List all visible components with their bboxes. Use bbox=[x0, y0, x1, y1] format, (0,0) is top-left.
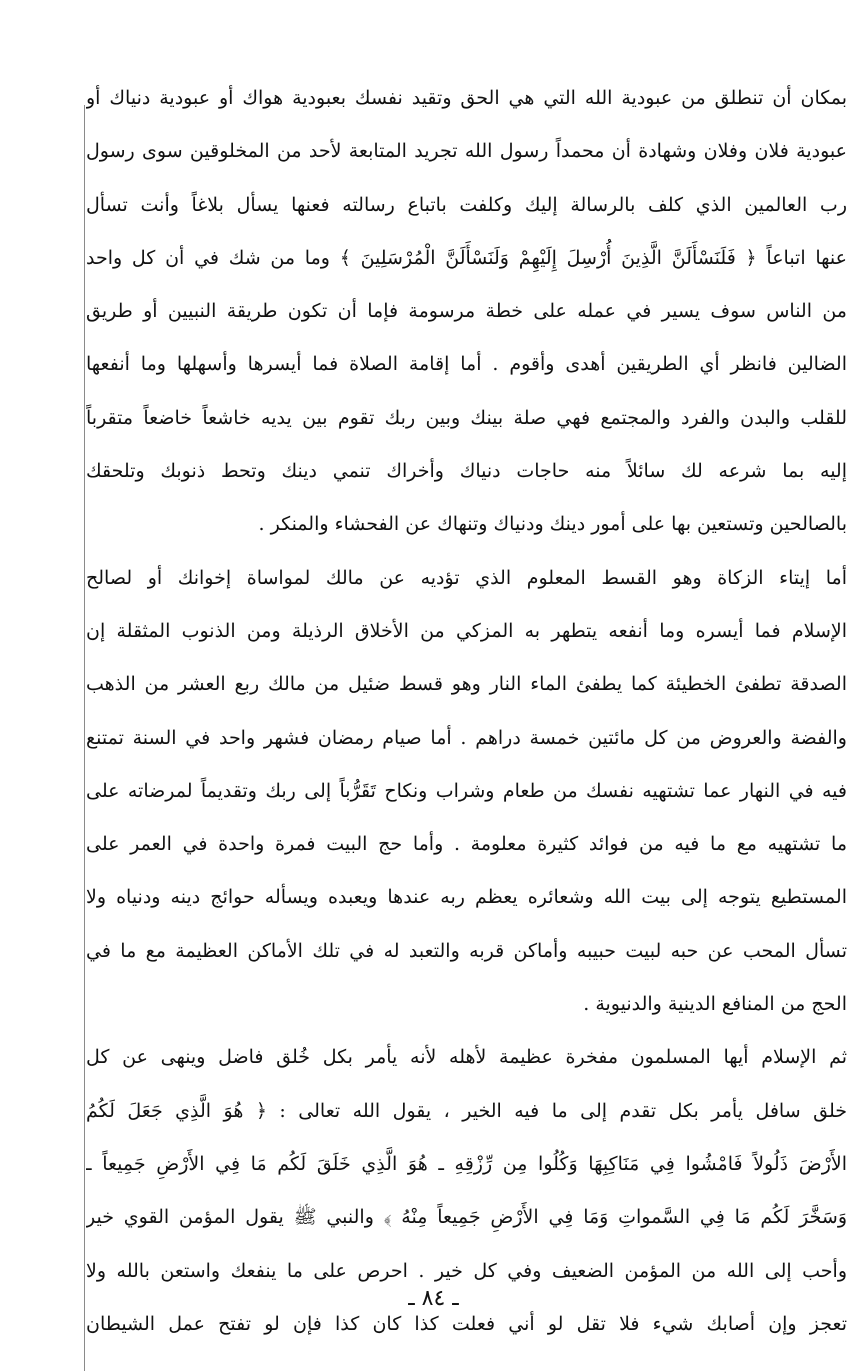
text-line: خلق سافل يأمر بكل تقدم إلى ما فيه الخير ، يقول الله تعالى : ﴿ هُوَ الَّذِي جَعَلَ لَكُمُ bbox=[86, 1099, 847, 1122]
text-line: بمكان أن تنطلق من عبودية الله التي هي الحق وتقيد نفسك بعبودية هواك أو عبودية دنياك أو bbox=[86, 87, 847, 109]
text-line: الإسلام فما أيسره وما أنفعه يتطهر به المزكي من الأخلاق الرذيلة ومن الذنوب المثقلة إن bbox=[86, 619, 847, 642]
text-line: ثم الإسلام أيها المسلمون مفخرة عظيمة لأهله لأنه يأمر بكل خُلق فاضل وينهى عن كل bbox=[86, 1046, 847, 1069]
text-line: تسأل المحب عن حبه لبيت حبيبه وأماكن قربه والتعبد له في تلك الأماكن العظيمة مع ما في bbox=[86, 939, 847, 962]
text-line: وَسَخَّرَ لَكُم مَا فِي السَّمواتِ وَمَا فِي الأَرْضِ جَمِيعاً مِنْهُ ﴾ والنبي ﷺ يقول المؤمن القوي خير bbox=[86, 1206, 847, 1229]
text-line: المستطيع يتوجه إلى بيت الله وشعائره يعظم ربه عندها ويعبده ويسأله حوائج دينه ودنياه ولا bbox=[86, 886, 847, 909]
text-line: والفضة والعروض من كل مائتين خمسة دراهم . أما صيام رمضان فشهر واحد في السنة تمتنع bbox=[86, 726, 847, 749]
text-line: الأَرْضَ ذَلُولاً فَامْشُوا فِي مَنَاكِبِهَا وَكُلُوا مِن رِّزْقِهِ ـ هُوَ الَّذِي خَلَقَ لَكُم مَا فِي الأَرْضِ جَمِيعاً ـ bbox=[86, 1152, 847, 1175]
text-line: إليه بما شرعه لك سائلاً منه حاجات دنياك وأخراك تنمي دينك وتحط ذنوبك وتلحقك bbox=[86, 460, 847, 483]
text-line: أما إيتاء الزكاة وهو القسط المعلوم الذي تؤديه عن مالك لمواساة إخوانك أو لصالح bbox=[86, 566, 847, 589]
text-line: ما تشتهيه مع ما فيه من فوائد كثيرة معلومة . وأما حج البيت فمرة واحدة في العمر على bbox=[86, 833, 847, 856]
body-text bbox=[86, 72, 847, 1351]
scan-margin-line bbox=[84, 105, 85, 1371]
text-line: للقلب والبدن والفرد والمجتمع فهي صلة بينك وبين ربك تقوم بين يديه خاشعاً خاضعاً متقرباً bbox=[86, 406, 847, 429]
text-line: عنها اتباعاً ﴿ فَلَنَسْأَلَنَّ الَّذِينَ أُرْسِلَ إِلَيْهِمْ وَلَنَسْأَلَنَّ الْمُرْسَلِينَ ﴾ وما من شك في أن كل واحد bbox=[86, 246, 847, 269]
text-line: وأحب إلى الله من المؤمن الضعيف وفي كل خير . احرص على ما ينفعك واستعن بالله ولا bbox=[86, 1259, 847, 1282]
text-line: فيه في النهار عما تشتهيه نفسك من طعام وشراب ونكاح تَقَرُّباً إلى ربك وتقديماً لمرضاته على bbox=[86, 779, 847, 802]
text-line: الحج من المنافع الدينية والدنيوية . bbox=[583, 993, 847, 1016]
text-line: من الناس سوف يسير في عمله على خطة مرسومة فإما أن تكون طريقة النبيين أو طريق bbox=[86, 300, 847, 323]
page-number: ـ ٨٤ ـ bbox=[408, 1286, 459, 1311]
text-line: رب العالمين الذي كلف بالرسالة إليك وكلفت باتباع رسالته فعنها يسأل بلاغاً وأنت تسأل bbox=[86, 193, 847, 216]
text-line: بالصالحين وتستعين بها على أمور دينك ودنياك وتنهاك عن الفحشاء والمنكر . bbox=[258, 513, 847, 536]
text-line: تعجز وإن أصابك شيء فلا تقل لو أني فعلت كذا كان كذا فإن لو تفتح عمل الشيطان bbox=[86, 1312, 847, 1335]
text-line: الصدقة تطفئ الخطيئة كما يطفئ الماء النار وهو قسط ضئيل من مالك ربع العشر من الذهب bbox=[86, 673, 847, 696]
text-line: الضالين فانظر أي الطريقين أهدى وأقوم . أما إقامة الصلاة فما أيسرها وأسهلها وما أنفعها bbox=[86, 353, 847, 376]
text-line: عبودية فلان وفلان وشهادة أن محمداً رسول الله تجريد المتابعة لأحد من المخلوقين سوى رسول bbox=[86, 140, 847, 163]
